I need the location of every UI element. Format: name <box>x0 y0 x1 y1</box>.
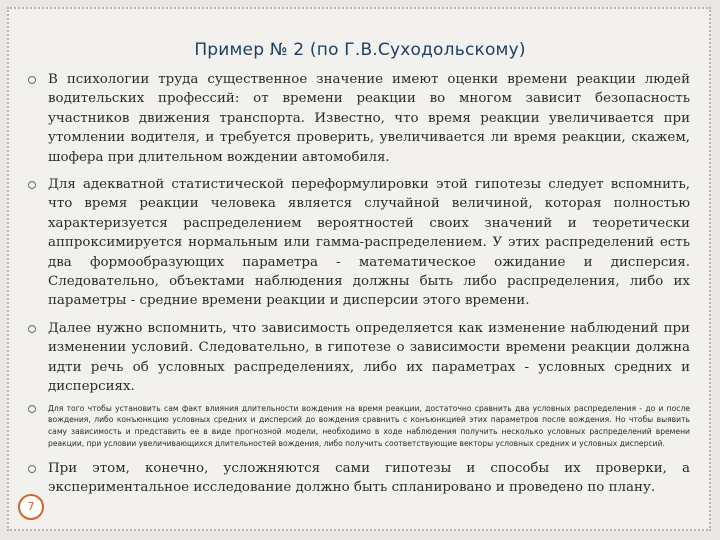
bullet-text: В психологии труда существенное значение имеют оценки времени реакции людей водительских профессий: от времени реакции во многом зависит безопасность участников движения транспорта. Известно, что время реакции увеличивается при утомлении водителя, и требуется проверить, увеличивается ли время реакции, скажем, шофера при длительном вождении автомобиля. <box>48 72 690 165</box>
bullet-circle-icon <box>28 76 36 84</box>
bullet-text: Далее нужно вспомнить, что зависимость определяется как изменение наблюдений при изменении условий. Следовательно, в гипотезе о зависимости времени реакции должна идти речь об условных распределениях, либо их параметрах - условных средних и дисперсиях. <box>48 320 690 395</box>
bullet-text: Для того чтобы установить сам факт влияния длительности вождения на время реакции, достаточно сравнить два условных распределения - до и после вождения, либо конъюнкцию условных средних и дисперсий до вождения сравнить с конъюнкцией этих параметров после вождения. Но чтобы выявить саму зависимость и представить ее в виде прогнозной модели, необходимо в ходе наблюдения получить несколько условных распределений времени реакции, при условии увеличивающихся длительностей вождения, либо получить соответствующие векторы условных средних и условных дисперсий. <box>48 403 690 448</box>
bullet-item <box>26 403 690 450</box>
slide-title: Пример № 2 (по Г.В.Суходольскому) <box>194 40 526 60</box>
bullet-item <box>26 70 690 167</box>
bullet-circle-icon <box>28 325 36 333</box>
bullet-item <box>26 175 690 311</box>
bullet-circle-icon <box>28 181 36 189</box>
bullet-text: Для адекватной статистической переформулировки этой гипотезы следует вспомнить, что время реакции человека является случайной величиной, которая полностью характеризуется распределением вероятностей своих значений и теоретически аппроксимируется нормальным или гамма-распределением. У этих распределений есть два формообразующих параметра - математическое ожидание и дисперсия. Следовательно, объектами наблюдения должны быть либо распределения, либо их параметры - средние времени реакции и дисперсии этого времени. <box>48 177 690 309</box>
bullet-circle-icon <box>28 405 36 413</box>
page-number-badge: 7 <box>18 494 44 520</box>
bullet-circle-icon <box>28 465 36 473</box>
bullet-item <box>26 459 690 498</box>
bullet-text: При этом, конечно, усложняются сами гипотезы и способы их проверки, а экспериментальное исследование должно быть спланировано и проведено по плану. <box>48 460 690 496</box>
bullet-item <box>26 319 690 397</box>
bullet-list <box>26 70 690 505</box>
